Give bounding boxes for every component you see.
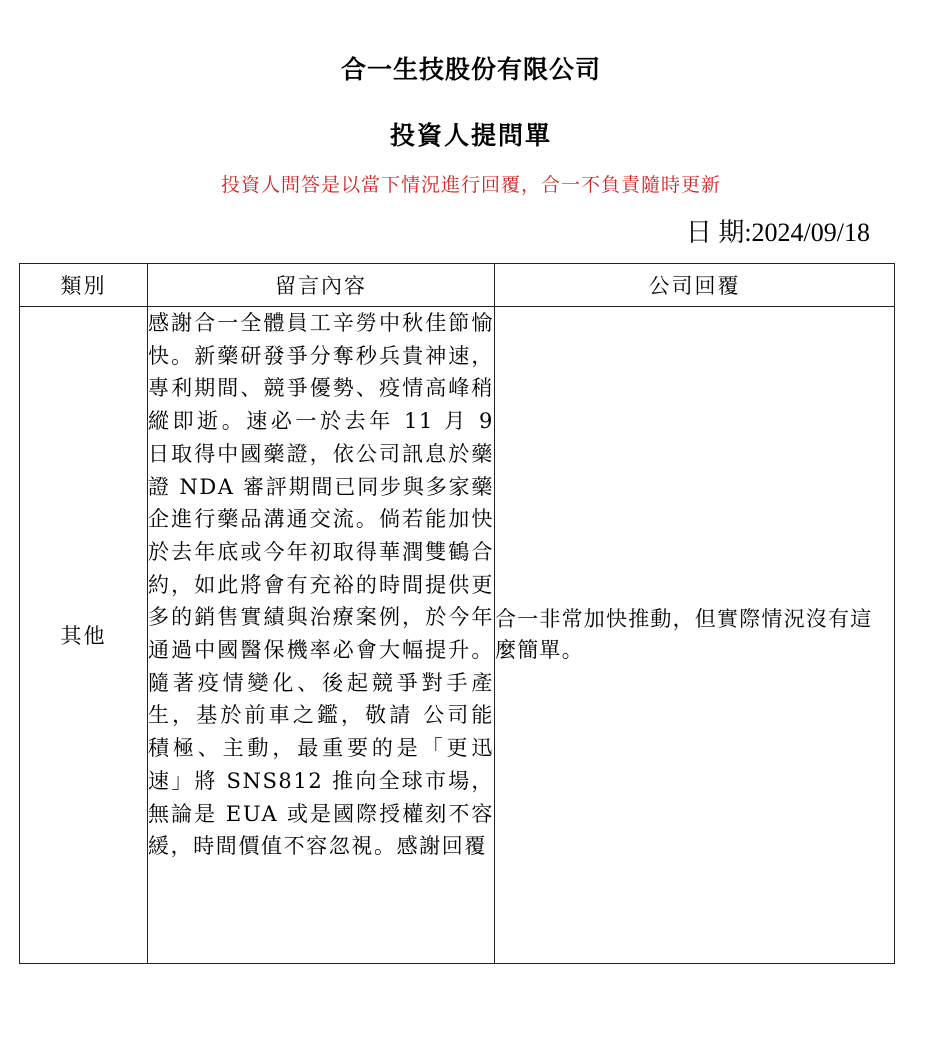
header-reply: 公司回覆 xyxy=(495,264,895,307)
row-message: 感謝合一全體員工辛勞中秋佳節愉快。新藥研發爭分奪秒兵貴神速，專利期間、競爭優勢、疫情高峰稍縱即逝。速必一於去年 11 月 9 日取得中國藥證，依公司訊息於藥證 NDA 審評期間已同步與多家藥企進行藥品溝通交流。倘若能加快於去年底或今年初取得華潤雙鶴合約，如此將會有充裕的時間提供更多的銷售實績與治療案例，於今年通過中國醫保機率必會大幅提升。隨著疫情變化、後起競爭對手產生，基於前車之鑑，敬請 公司能積極、主動，最重要的是「更迅速」將 SNS812 推向全球市場，無論是 EUA 或是國際授權刻不容緩，時間價值不容忽視。感謝回覆 xyxy=(148,311,494,859)
table-header-row xyxy=(20,264,895,307)
table-row xyxy=(20,307,895,964)
investor-question-table xyxy=(19,263,895,964)
form-title: 投資人提問單 xyxy=(389,121,552,150)
row-reply: 合一非常加快推動，但實際情況沒有這麼簡單。 xyxy=(495,607,873,662)
company-name: 合一生技股份有限公司 xyxy=(340,55,601,84)
document-date: 日 期:2024/09/18 xyxy=(685,218,870,247)
header-message: 留言內容 xyxy=(148,264,495,307)
disclaimer-note: 投資人問答是以當下情況進行回覆，合一不負責隨時更新 xyxy=(220,174,721,196)
row-reply-cell xyxy=(495,307,895,964)
header-category: 類別 xyxy=(20,264,148,307)
row-message-cell xyxy=(148,307,495,964)
row-category: 其他 xyxy=(20,307,148,964)
